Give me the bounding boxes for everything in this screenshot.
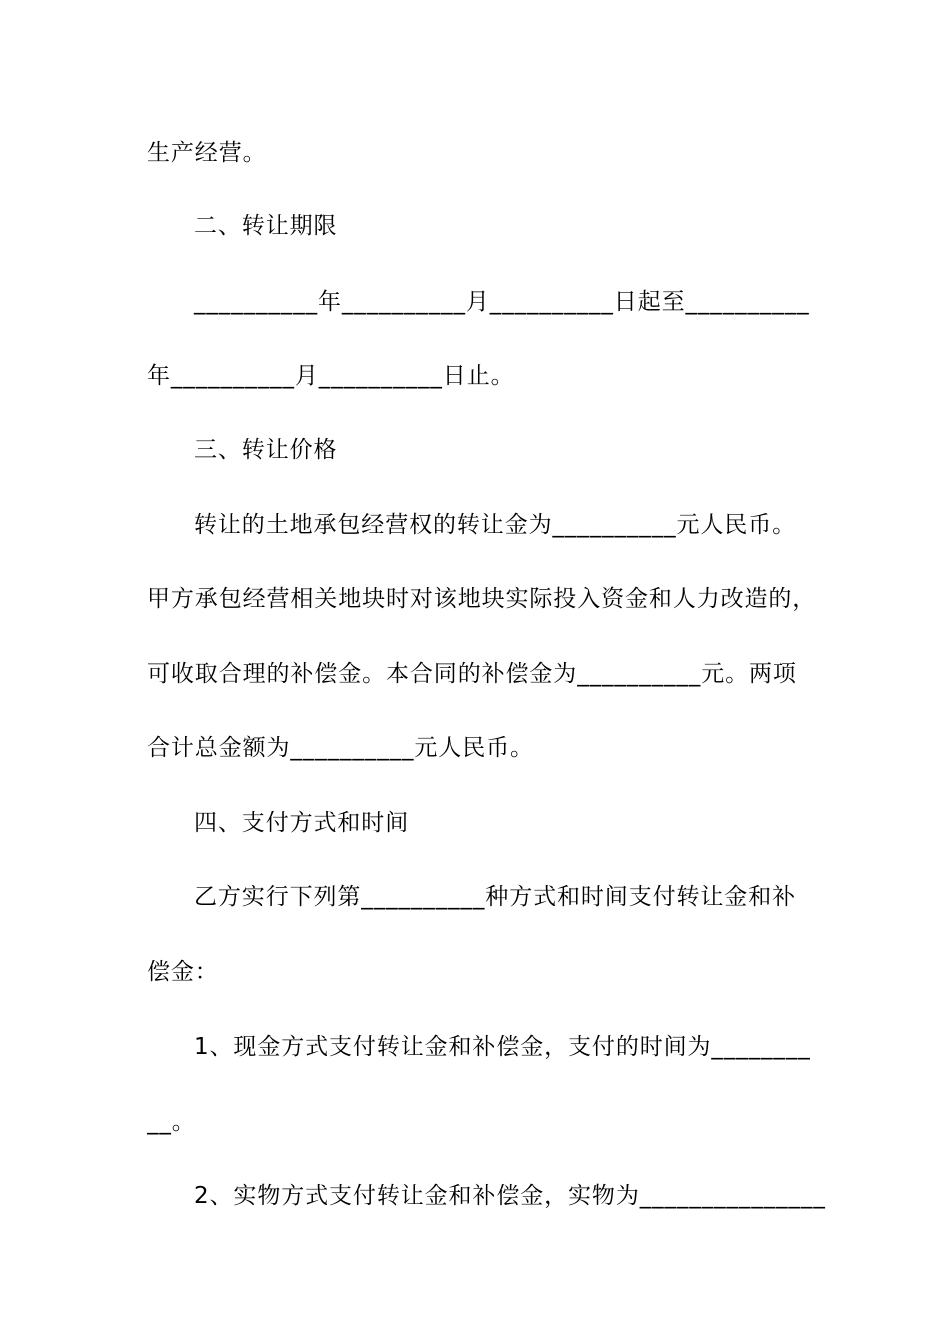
text-line: __。	[147, 1109, 196, 1135]
text-line: __________年__________月__________日起至__________	[194, 289, 810, 315]
text-line: 偿金：	[147, 959, 219, 985]
text-line: 合计总金额为__________元人民币。	[147, 735, 534, 761]
text-line: 甲方承包经营相关地块时对该地块实际投入资金和人力改造的，	[147, 586, 817, 612]
text-line: 可收取合理的补偿金。本合同的补偿金为__________元。两项	[147, 661, 797, 687]
text-line: 1、现金方式支付转让金和补偿金，支付的时间为________	[194, 1034, 811, 1060]
section-heading-transfer-price: 三、转让价格	[194, 437, 338, 463]
text-line: 生产经营。	[147, 140, 267, 166]
section-heading-transfer-period: 二、转让期限	[194, 213, 338, 239]
section-heading-payment-method: 四、支付方式和时间	[194, 810, 410, 836]
text-line: 年__________月__________日止。	[147, 363, 515, 389]
text-line: 转让的土地承包经营权的转让金为__________元人民币。	[194, 512, 796, 538]
text-line: 乙方实行下列第__________种方式和时间支付转让金和补	[194, 884, 796, 910]
text-line: 2、实物方式支付转让金和补偿金，实物为_______________	[194, 1183, 826, 1209]
